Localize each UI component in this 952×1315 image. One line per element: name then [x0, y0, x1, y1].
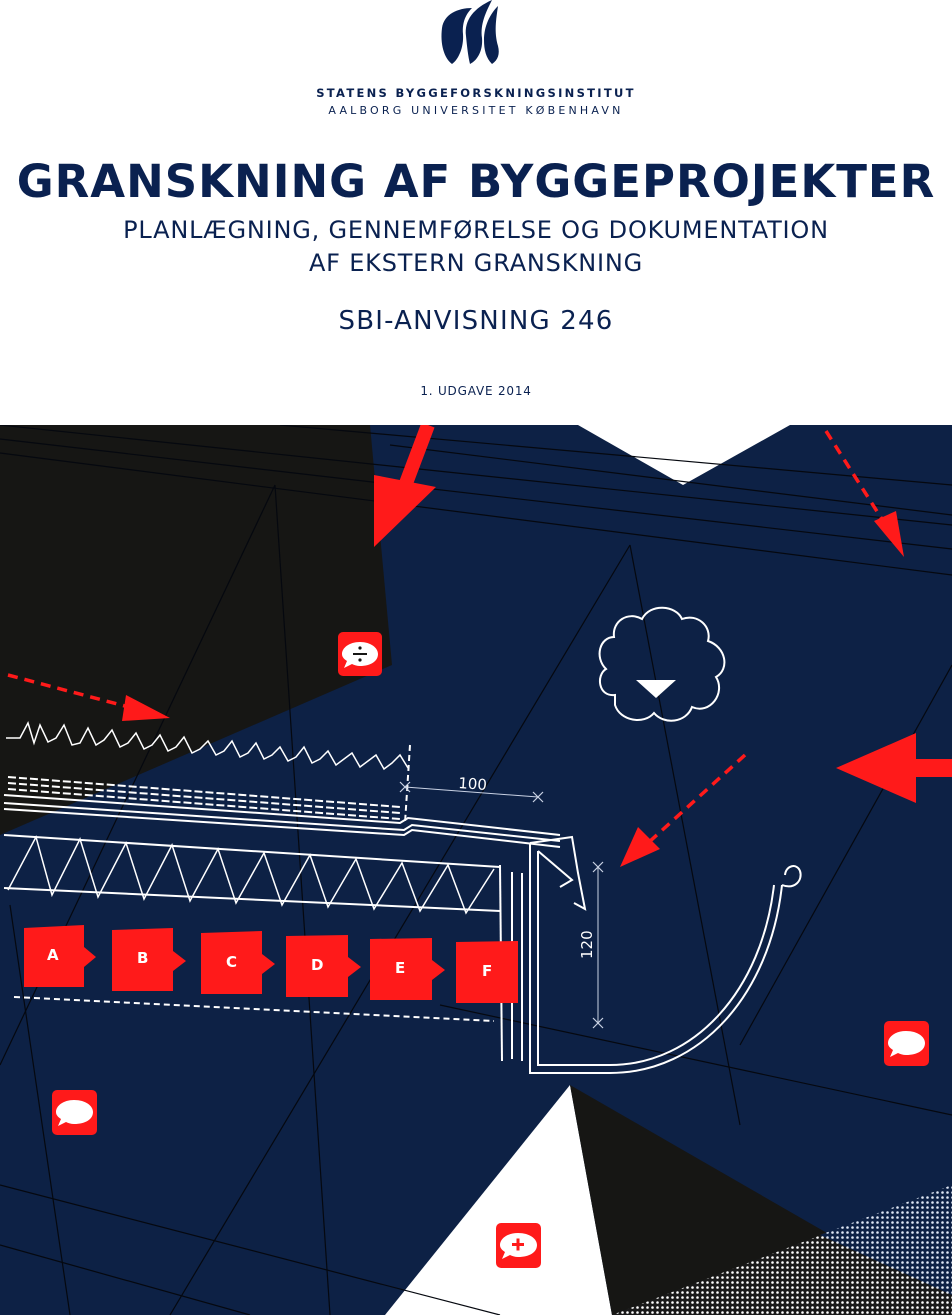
document-subtitle [0, 214, 952, 280]
cover-header [0, 0, 952, 425]
step-label-f-text: F [482, 962, 493, 980]
step-label-a-text: A [47, 946, 59, 964]
step-label-e-text: E [395, 959, 406, 977]
university-wave-logo-icon [436, 0, 502, 66]
series-number: SBI-ANVISNING 246 [338, 306, 614, 336]
step-label-b-text: B [137, 949, 149, 967]
speech-bubble-icon-left [52, 1090, 97, 1135]
plus-speech-icon [496, 1223, 541, 1268]
edition: 1. UDGAVE 2014 [420, 384, 532, 398]
document-title: GRANSKNING AF BYGGEPROJEKTER [16, 155, 936, 208]
dimension-label-side: 120 [578, 930, 596, 959]
subtitle-line-2: AF EKSTERN GRANSKNING [308, 249, 644, 277]
institute-subtitle: AALBORG UNIVERSITET KØBENHAVN [328, 104, 624, 117]
step-label-d-text: D [311, 956, 324, 974]
step-label-f [456, 941, 518, 1003]
speech-bubble-icon-right [884, 1021, 929, 1066]
subtitle-line-1: PLANLÆGNING, GENNEMFØRELSE OG DOKUMENTATION [123, 216, 829, 244]
dimension-label-top: 100 [457, 774, 488, 794]
step-label-c-text: C [226, 953, 238, 971]
divide-speech-icon [338, 632, 382, 676]
institute-name: STATENS BYGGEFORSKNINGSINSTITUT [316, 86, 636, 100]
cover-illustration [0, 425, 952, 1315]
